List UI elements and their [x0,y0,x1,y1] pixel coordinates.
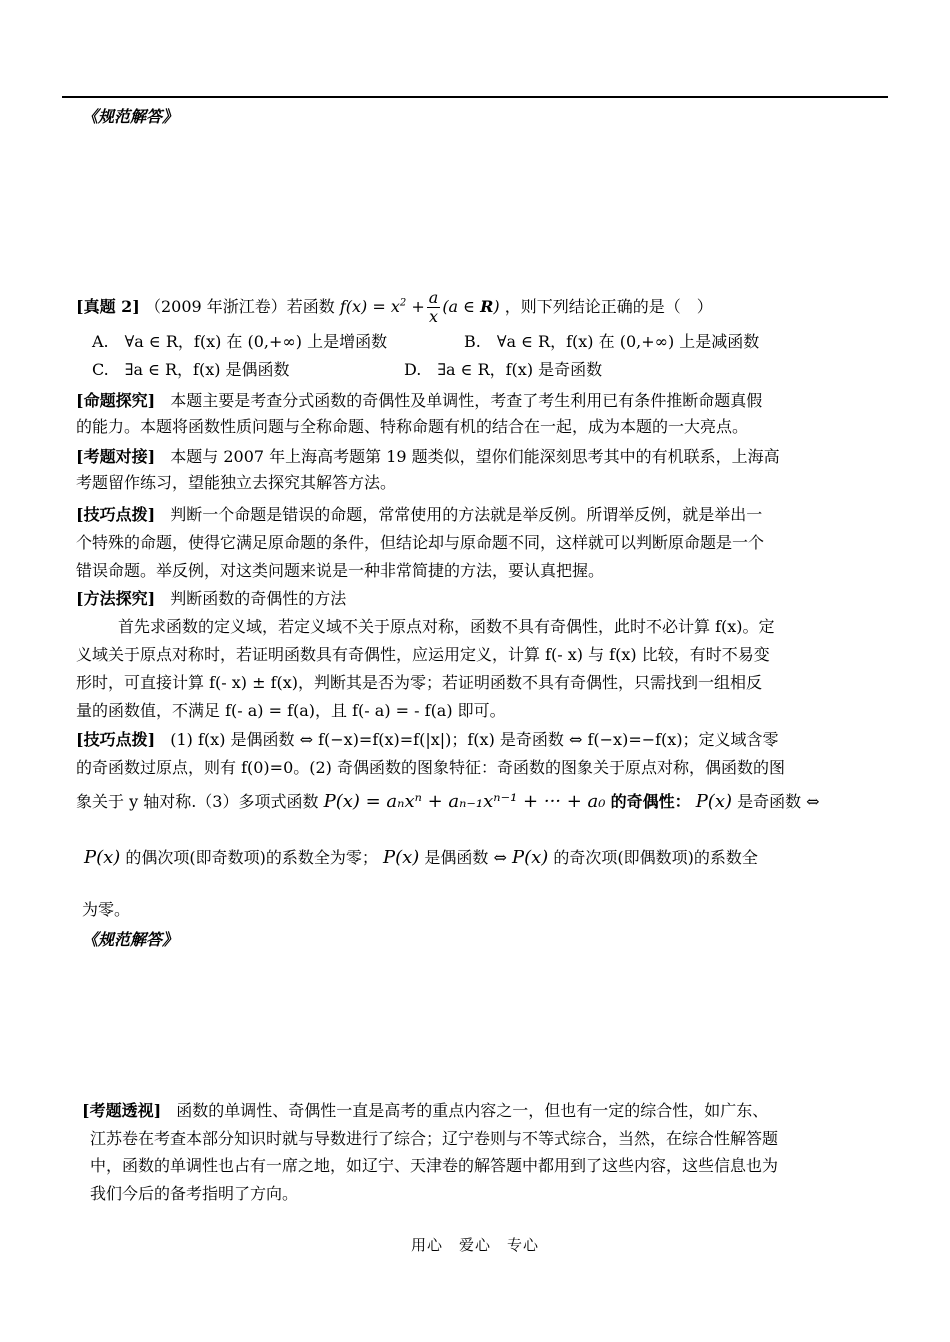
insight-line-4: 我们今后的备考指明了方向。 [90,1184,299,1203]
link-text-1: 本题与 2007 年上海高考题第 19 题类似，望你们能深刻思考其中的有机联系，上海高 [170,447,780,466]
tips2-label: [技巧点拨] [76,730,156,749]
method-line-3: 形时，可直接计算 f(- x) ± f(x)，判断其是否为零；若证明函数不具有奇偶性，只需找到一组相反 [76,673,763,692]
tips2-line-4 [84,847,758,869]
method-line-4: 量的函数值，不满足 f(- a) = f(a)，且 f(- a) = - f(a) 即可。 [76,701,506,720]
insight-label: [考题透视] [82,1101,162,1120]
link-line-2: 考题留作练习，望能独立去探究其解答方法。 [76,473,397,492]
problem-func-domain: (a ∈ R) [442,297,500,316]
tips2-line-5: 为零。 [82,900,131,919]
insight-line-1 [82,1100,768,1122]
tips2-line-2: 的奇函数过原点，则有 f(0)=0。(2) 奇偶函数的图象特征：奇函数的图象关于原点对称，偶函数的图 [76,758,786,777]
option-d: D. ∃a ∈ R，f(x) 是奇函数 [404,360,603,379]
poly-p1: P(x) [695,791,732,812]
method-line-0 [76,588,346,610]
explore-text-1: 本题主要是考查分式函数的奇偶性及单调性，考查了考生利用已有条件推断命题真假 [170,391,763,410]
problem-func-lhs: $f(x) = x^2$ + [339,297,425,316]
problem-source: （2009 年浙江卷）若函数 [144,297,335,316]
poly-formula: P(x) = aₙxⁿ + aₙ₋₁xⁿ⁻¹ + ··· + a₀ [323,791,606,812]
insight-line-2: 江苏卷在考查本部分知识时就与导数进行了综合；辽宁卷则与不等式综合，当然，在综合性解答题 [90,1129,779,1148]
page-footer: 用心 爱心 专心 [410,1236,539,1254]
header-title: 《规范解答》 [82,107,179,126]
frac-numerator: a [428,288,439,307]
method-line-2: 义域关于原点对称时，若证明函数具有奇偶性，应运用定义，计算 f(- x) 与 f(x) 比较，有时不易变 [76,645,770,664]
link-line-1 [76,446,780,468]
tips2-text-4c: 的奇次项(即偶数项)的系数全 [553,848,758,867]
poly-p2: P(x) [84,847,121,868]
method-title: 判断函数的奇偶性的方法 [170,589,347,608]
tips2-text-3b: 的奇偶性： [610,792,691,811]
answer-title: 《规范解答》 [82,930,179,949]
tips2-line-1 [76,729,779,751]
option-b: B. ∀a ∈ R，f(x) 在 (0,+∞) 上是减函数 [464,332,760,351]
problem-line [76,289,713,326]
poly-p4: P(x) [512,847,549,868]
option-a: A. ∀a ∈ R，f(x) 在 (0,+∞) 上是增函数 [92,332,388,351]
explore-line-1 [76,390,762,412]
problem-frac [427,289,441,326]
insight-text-1: 函数的单调性、奇偶性一直是高考的重点内容之一，但也有一定的综合性，如广东、 [176,1101,769,1120]
tips2-text-4b: 是偶函数 ⇔ [424,848,507,867]
insight-line-3: 中，函数的单调性也占有一席之地，如辽宁、天津卷的解答题中都用到了这些内容，这些信息也为 [90,1156,779,1175]
method-label: [方法探究] [76,589,156,608]
tips1-line-3: 错误命题。举反例，对这类问题来说是一种非常简捷的方法，要认真把握。 [76,561,605,580]
poly-p3: P(x) [383,847,420,868]
tips1-line-1 [76,504,762,526]
option-c: C. ∃a ∈ R，f(x) 是偶函数 [92,360,290,379]
tips1-line-2: 个特殊的命题，使得它满足原命题的条件，但结论却与原命题不同，这样就可以判断原命题是一个 [76,533,765,552]
tips2-text-3c: 是奇函数 ⇔ [737,792,820,811]
tips2-text-4a: 的偶次项(即奇数项)的系数全为零； [125,848,378,867]
tips2-text-1: (1) f(x) 是偶函数 ⇔ f(−x)=f(x)=f(|x|)；f(x) 是奇函数 ⇔ f(−x)=−f(x)；定义域含零 [170,730,779,749]
frac-denominator: x [429,307,439,326]
link-label: [考题对接] [76,447,156,466]
tips1-label: [技巧点拨] [76,505,156,524]
tips1-text-1: 判断一个命题是错误的命题，常常使用的方法就是举反例。所谓举反例，就是举出一 [170,505,763,524]
tips2-text-3a: 象关于 y 轴对称.（3）多项式函数 [76,792,319,811]
explore-label: [命题探究] [76,391,156,410]
problem-label: [真题 2] [76,297,140,316]
method-line-1: 首先求函数的定义域，若定义域不关于原点对称，函数不具有奇偶性，此时不必计算 f(x)。定 [118,617,775,636]
tips2-line-3 [76,791,820,813]
explore-line-2: 的能力。本题将函数性质问题与全称命题、特称命题有机的结合在一起，成为本题的一大亮点。 [76,417,749,436]
header-rule [62,96,888,98]
problem-tail: ，则下列结论正确的是（ ） [504,297,713,316]
